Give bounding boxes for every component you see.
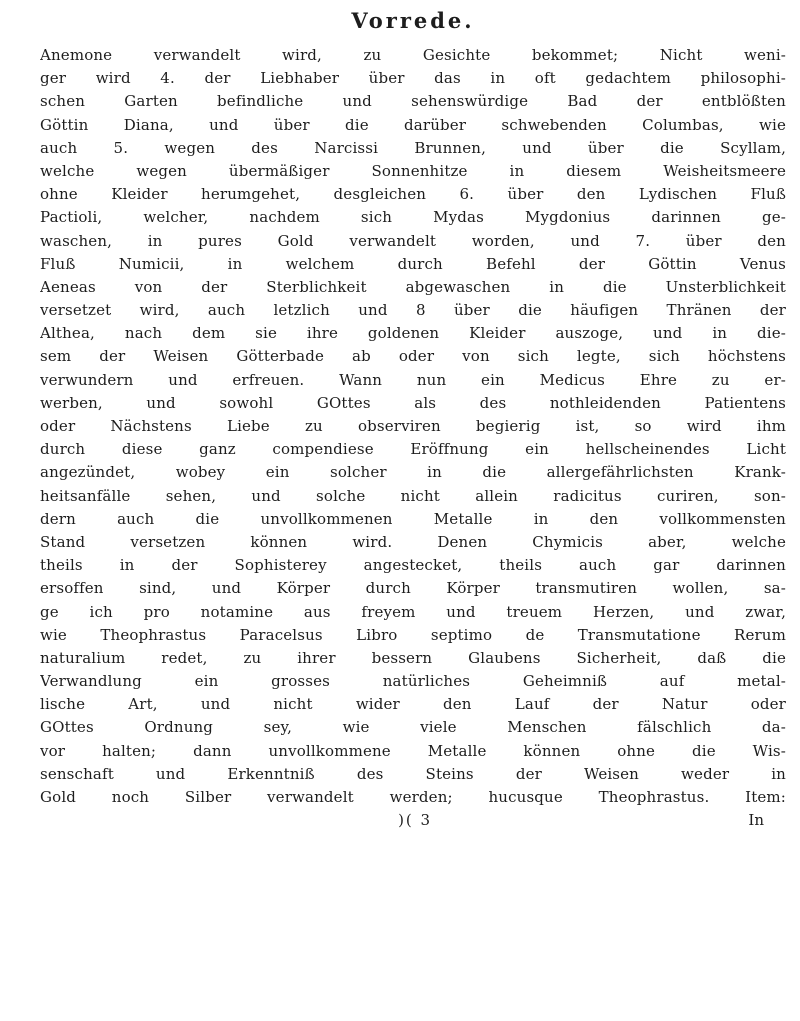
text-line: Fluß Numicii, in welchem durch Befehl der Göttin Venus (40, 254, 786, 273)
text-line: Stand versetzen können wird. Denen Chymicis aber, welche (40, 532, 786, 551)
text-line: durch diese ganz compendiese Eröffnung ein hellscheinendes Licht (40, 440, 786, 459)
text-line: ge ich pro notamine aus freyem und treuem Herzen, und zwar, (40, 602, 786, 621)
page-footer (40, 811, 786, 835)
text-line: lische Art, und nicht wider den Lauf der Natur oder (40, 695, 786, 714)
text-line: Anemone verwandelt wird, zu Gesichte bekommet; Nicht weni- (40, 46, 786, 64)
text-line: wie Theophrastus Paracelsus Libro septimo de Transmutatione Rerum (40, 625, 786, 644)
text-line: Gold noch Silber verwandelt werden; hucusque Theophrastus. Item: (40, 788, 786, 806)
text-line: oder Nächstens Liebe zu observiren begierig ist, so wird ihm (40, 417, 786, 435)
body-text (40, 44, 786, 809)
text-line: Verwandlung ein grosses natürliches Geheimniß auf metal- (40, 672, 786, 691)
text-line: dern auch die unvollkommenen Metalle in den vollkommensten (40, 509, 786, 528)
text-line: Pactioli, welcher, nachdem sich Mydas Mygdonius darinnen ge- (40, 208, 786, 227)
text-line: ersoffen sind, und Körper durch Körper transmutiren wollen, sa- (40, 579, 786, 598)
signature-mark: )( 3 (398, 811, 433, 830)
text-line: sem der Weisen Götterbade ab oder von sich legte, sich höchstens (40, 347, 786, 366)
text-line: angezündet, wobey ein solcher in die allergefährlichsten Krank- (40, 463, 786, 482)
text-line: ger wird 4. der Liebhaber über das in oft gedachtem philosophi- (40, 69, 786, 88)
text-line: verwundern und erfreuen. Wann nun ein Medicus Ehre zu er- (40, 370, 786, 389)
text-line: Althea, nach dem sie ihre goldenen Kleider auszoge, und in die- (40, 324, 786, 343)
text-line: auch 5. wegen des Narcissi Brunnen, und über die Scyllam, (40, 138, 786, 157)
text-line: welche wegen übermäßiger Sonnenhitze in diesem Weisheitsmeere (40, 161, 786, 180)
text-line: heitsanfälle sehen, und solche nicht allein radicitus curiren, son- (40, 486, 786, 505)
text-line: schen Garten befindliche und sehenswürdige Bad der entblößten (40, 92, 786, 111)
text-line: ohne Kleider herumgehet, desgleichen 6. über den Lydischen Fluß (40, 185, 786, 204)
catchword: In (748, 811, 764, 830)
text-line: theils in der Sophisterey angestecket, theils auch gar darinnen (40, 556, 786, 575)
text-line: waschen, in pures Gold verwandelt worden, und 7. über den (40, 231, 786, 250)
text-line: Aeneas von der Sterblichkeit abgewaschen in die Unsterblichkeit (40, 277, 786, 296)
text-line: GOttes Ordnung sey, wie viele Menschen fälschlich da- (40, 718, 786, 737)
text-line: werben, und sowohl GOttes als des nothleidenden Patientens (40, 393, 786, 412)
text-line: senschaft und Erkenntniß des Steins der Weisen weder in (40, 764, 786, 783)
text-line: versetzet wird, auch letzlich und 8 über die häufigen Thränen der (40, 301, 786, 320)
text-line: naturalium redet, zu ihrer bessern Glaubens Sicherheit, daß die (40, 648, 786, 667)
running-head: Vorrede. (351, 8, 475, 33)
text-line: vor halten; dann unvollkommene Metalle können ohne die Wis- (40, 741, 786, 760)
text-line: Göttin Diana, und über die darüber schwebenden Columbas, wie (40, 115, 786, 134)
